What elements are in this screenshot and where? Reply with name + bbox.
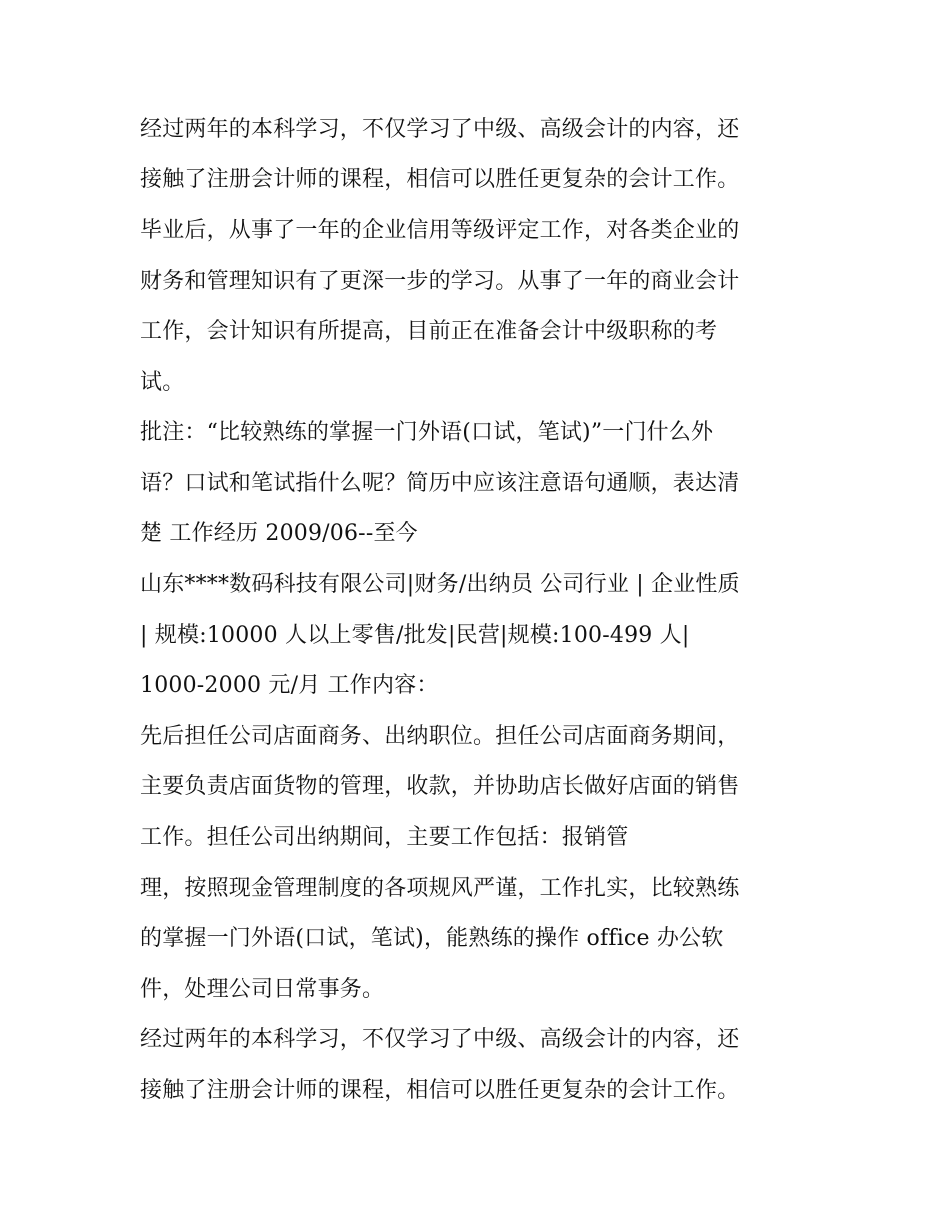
text-line: 工作，会计知识有所提高，目前正在准备会计中级职称的考 [140, 319, 718, 344]
text-line: 工作。担任公司出纳期间，主要工作包括：报销管 [140, 825, 629, 850]
text-line: 主要负责店面货物的管理，收款，并协助店长做好店面的销售 [140, 774, 740, 799]
text-line: 理，按照现金管理制度的各项规风严谨，工作扎实，比较熟练 [140, 876, 740, 901]
text-line: 试。 [140, 370, 185, 395]
text-line: | 规模:10000 人以上零售/批发|民营|规模:100-499 人| [140, 623, 690, 648]
text-line: 先后担任公司店面商务、出纳职位。担任公司店面商务期间， [140, 724, 740, 749]
text-line: 接触了注册会计师的课程，相信可以胜任更复杂的会计工作。 [140, 167, 740, 192]
text-line: 毕业后，从事了一年的企业信用等级评定工作，对各类企业的 [140, 218, 740, 243]
text-line: 1000-2000 元/月 工作内容： [140, 673, 439, 698]
text-line: 接触了注册会计师的课程，相信可以胜任更复杂的会计工作。 [140, 1078, 740, 1103]
text-line: 经过两年的本科学习，不仅学习了中级、高级会计的内容，还 [140, 117, 740, 142]
text-line: 批注：“比较熟练的掌握一门外语(口试，笔试)”一门什么外 [140, 420, 714, 445]
text-line: 经过两年的本科学习，不仅学习了中级、高级会计的内容，还 [140, 1027, 740, 1052]
text-line: 楚 工作经历 2009/06--至今 [140, 521, 418, 546]
text-line: 语？口试和笔试指什么呢？简历中应该注意语句通顺，表达清 [140, 471, 740, 496]
text-line: 财务和管理知识有了更深一步的学习。从事了一年的商业会计 [140, 269, 740, 294]
text-line: 件，处理公司日常事务。 [140, 977, 385, 1002]
text-line: 的掌握一门外语(口试，笔试)，能熟练的操作 office 办公软 [140, 926, 724, 951]
text-line: 山东****数码科技有限公司|财务/出纳员 公司行业 | 企业性质 [140, 572, 740, 597]
